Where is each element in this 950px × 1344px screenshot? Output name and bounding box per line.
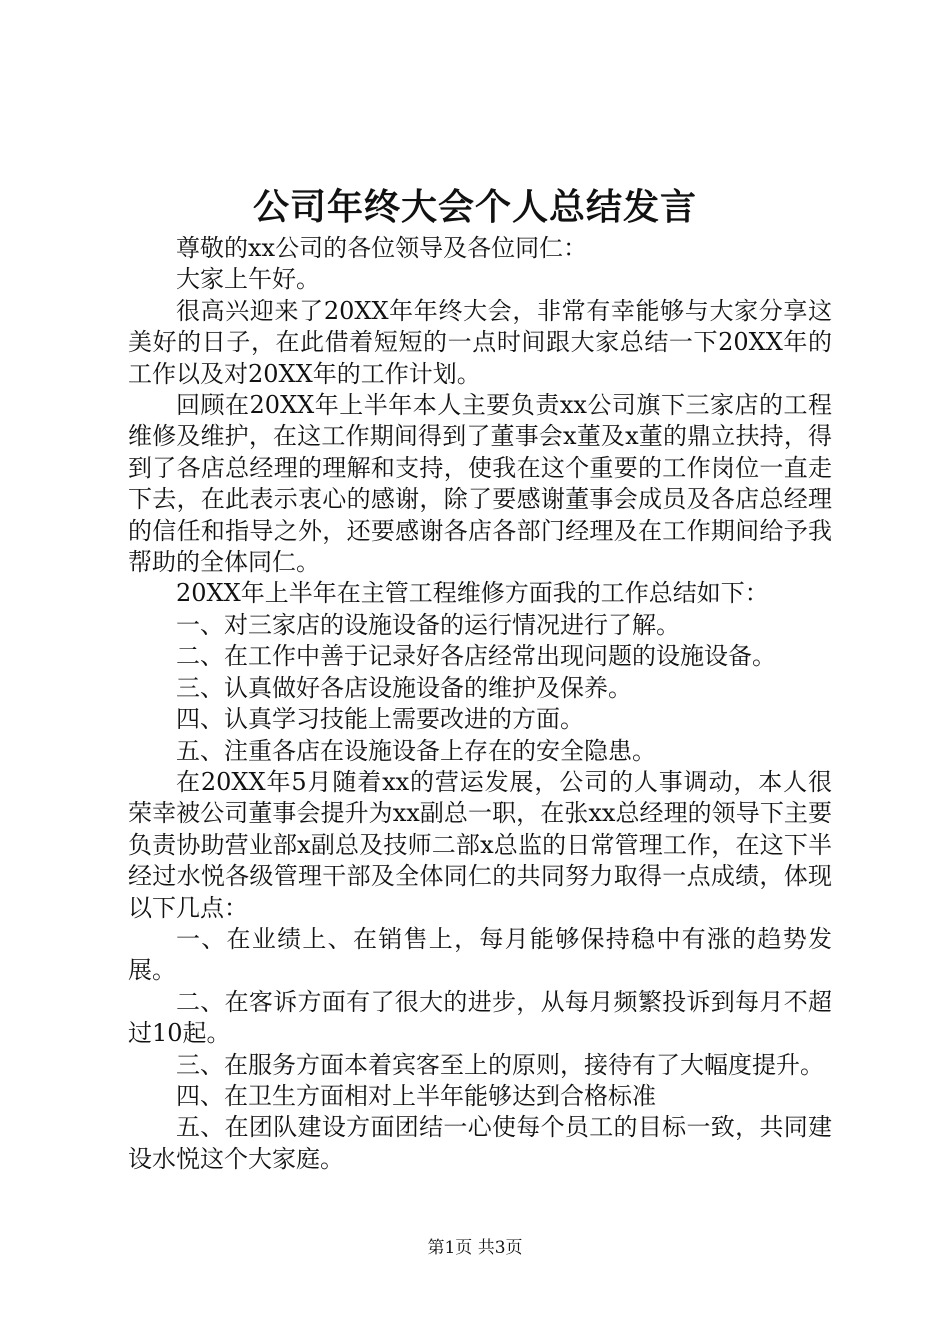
- paragraph: 在20XX年5月随着xx的营运发展，公司的人事调动，本人很荣幸被公司董事会提升为xx副总一职，在张xx总经理的领导下主要负责协助营业部x副总及技师二部x总监的日常管理工作，在这下半经过水悦各级管理干部及全体同仁的共同努力取得一点成绩，体现以下几点：: [128, 767, 832, 922]
- paragraph: 五、注重各店在设施设备上存在的安全隐患。: [176, 736, 656, 765]
- paragraph: 大家上午好。: [176, 265, 320, 294]
- paragraph: 四、在卫生方面相对上半年能够达到合格标准: [176, 1081, 656, 1110]
- paragraph: 一、对三家店的设施设备的运行情况进行了解。: [176, 610, 680, 639]
- paragraph: 三、认真做好各店设施设备的维护及保养。: [176, 673, 632, 702]
- paragraph: 四、认真学习技能上需要改进的方面。: [176, 705, 584, 734]
- paragraph: 二、在工作中善于记录好各店经常出现问题的设施设备。: [176, 642, 776, 671]
- paragraph: 20XX年上半年在主管工程维修方面我的工作总结如下：: [176, 579, 769, 608]
- paragraph: 回顾在20XX年上半年本人主要负责xx公司旗下三家店的工程维修及维护，在这工作期间得到了董事会x董及x董的鼎立扶持，得到了各店总经理的理解和支持，使我在这个重要的工作岗位一直走下去，在此表示衷心的感谢，除了要感谢董事会成员及各店总经理的信任和指导之外，还要感谢各店各部门经理及在工作期间给予我帮助的全体同仁。: [128, 391, 832, 577]
- paragraph: 二、在客诉方面有了很大的进步，从每月频繁投诉到每月不超过10起。: [128, 987, 832, 1048]
- document-title: 公司年终大会个人总结发言: [252, 186, 697, 228]
- page-footer: 第1页 共3页: [427, 1238, 523, 1258]
- paragraph: 很高兴迎来了20XX年年终大会，非常有幸能够与大家分享这美好的日子，在此借着短短的一点时间跟大家总结一下20XX年的工作以及对20XX年的工作计划。: [128, 296, 832, 388]
- paragraph: 三、在服务方面本着宾客至上的原则，接待有了大幅度提升。: [176, 1050, 824, 1079]
- document-body: [128, 233, 832, 1175]
- paragraph: 尊敬的xx公司的各位领导及各位同仁：: [176, 234, 588, 262]
- paragraph: 一、在业绩上、在销售上，每月能够保持稳中有涨的趋势发展。: [128, 924, 832, 985]
- paragraph: 五、在团队建设方面团结一心使每个员工的目标一致，共同建设水悦这个大家庭。: [128, 1113, 832, 1173]
